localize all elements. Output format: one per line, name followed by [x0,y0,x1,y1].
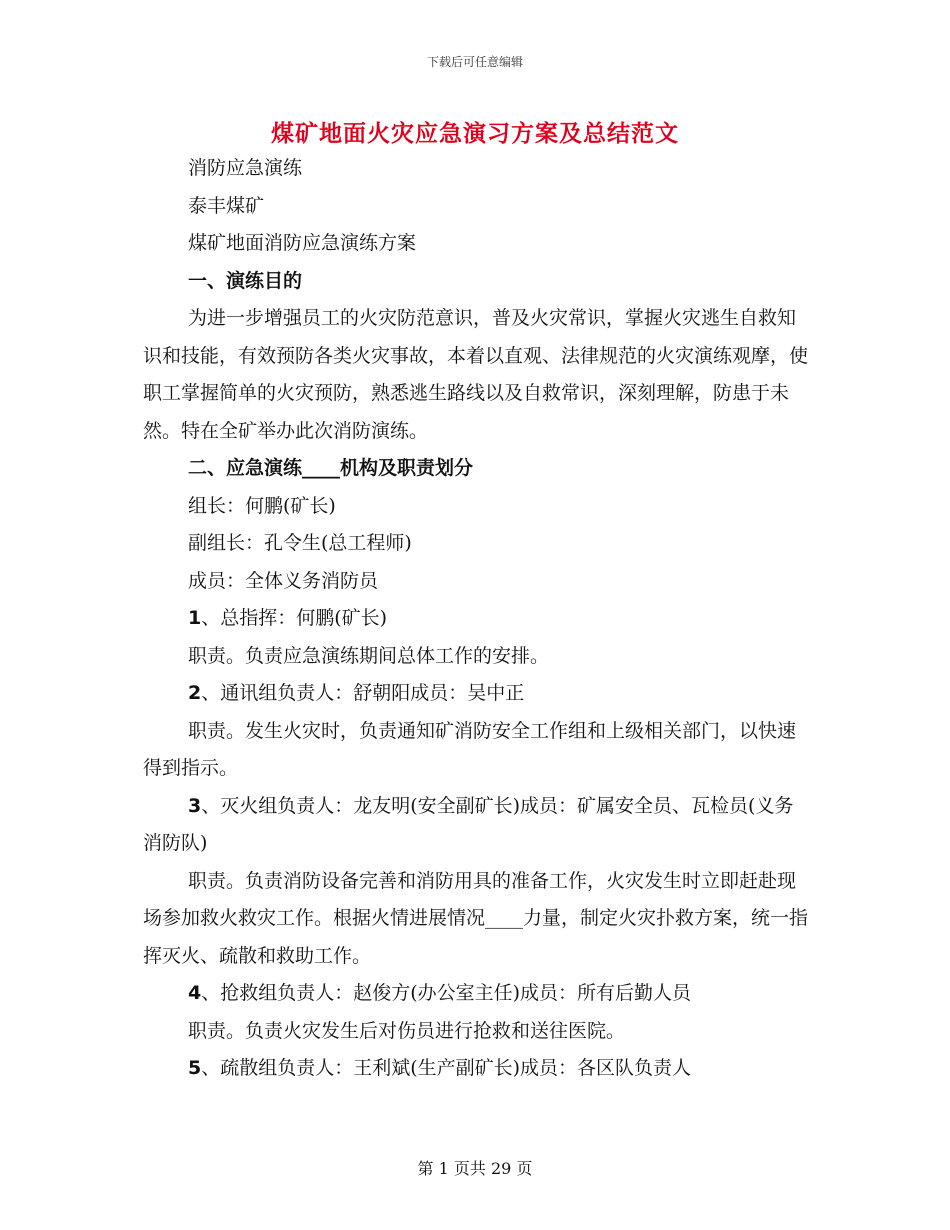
item-text: 、疏散组负责人：王利斌(生产副矿长)成员：各区队负责人 [201,1057,692,1079]
leader-line: 组长：何鹏(矿长) [188,494,336,517]
duty-commander: 职责。负责应急演练期间总体工作的安排。 [188,644,550,667]
item-evacuation [143,1050,810,1088]
item-rescue [143,975,810,1013]
header-note: 下载后可任意编辑 [426,55,523,69]
item-text: 、总指挥：何鹏(矿长) [201,607,388,629]
item-communication [143,675,810,713]
item-firefighting [143,788,810,863]
item-number: 5 [188,1057,202,1079]
line-drill-name: 消防应急演练 [188,157,303,179]
item-number: 3 [188,794,202,817]
document-title: 煤矿地面火灾应急演习方案及总结范文 [271,120,679,147]
line-mine-name: 泰丰煤矿 [188,194,265,217]
section-heading-purpose: 一、演练目的 [188,269,303,292]
duty-rescue: 职责。负责火灾发生后对伤员进行抢救和送往医院。 [188,1019,626,1042]
members-line: 成员：全体义务消防员 [188,569,379,592]
item-commander [143,600,810,638]
document-body [143,150,810,1088]
section-heading-organization: 二、应急演练____机构及职责划分 [188,457,474,479]
item-text: 、抢救组负责人：赵俊方(办公室主任)成员：所有后勤人员 [201,982,692,1004]
vice-leader-line: 副组长：孔令生(总工程师) [188,532,412,554]
item-number: 1 [188,607,202,629]
item-text: 、灭火组负责人：龙友明(安全副矿长)成员：矿属安全员、瓦检员(义务消防队) [143,794,794,854]
duty-firefighting: 职责。负责消防设备完善和消防用具的准备工作，火灾发生时立即赶赴现场参加救火救灾工作。根据火情进展情况____力量，制定火灾扑救方案，统一指挥灭火、疏散和救助工作。 [143,869,809,967]
purpose-paragraph: 为进一步增强员工的火灾防范意识，普及火灾常识，掌握火灾逃生自救知识和技能，有效预防各类火灾事故，本着以直观、法律规范的火灾演练观摩，使职工掌握简单的火灾预防，熟悉逃生路线以及自救常识，深刻理解，防患于未然。特在全矿举办此次消防演练。 [143,307,809,442]
page-footer: 第 1 页共 29 页 [417,1159,533,1178]
duty-communication: 职责。发生火灾时，负责通知矿消防安全工作组和上级相关部门，以快速得到指示。 [143,719,797,779]
item-text: 、通讯组负责人：舒朝阳成员：吴中正 [201,682,525,704]
line-plan-name: 煤矿地面消防应急演练方案 [188,232,417,254]
item-number: 2 [188,682,202,704]
item-number: 4 [188,982,202,1004]
